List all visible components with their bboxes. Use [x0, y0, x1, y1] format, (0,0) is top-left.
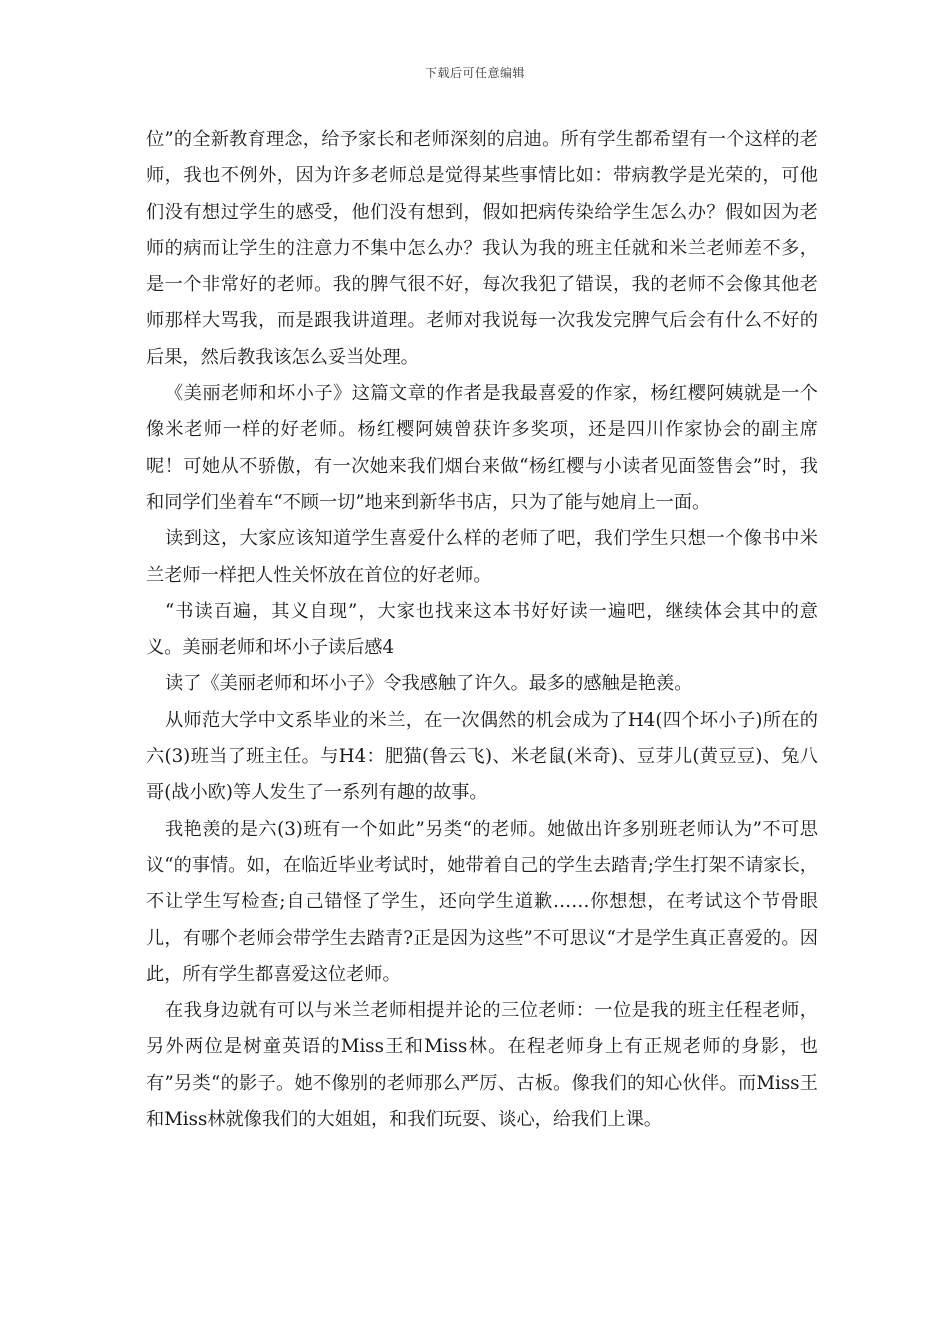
paragraph: 读到这，大家应该知道学生喜爱什么样的老师了吧，我们学生只想一个像书中米兰老师一样把人性关怀放在首位的好老师。 — [146, 528, 818, 586]
paragraph: 位”的全新教育理念，给予家长和老师深刻的启迪。所有学生都希望有一个这样的老师，我也不例外，因为许多老师总是觉得某些事情比如：带病教学是光荣的，可他们没有想过学生的感受，他们没有想到，假如把病传染给学生怎么办？假如因为老师的病而让学生的注意力不集中怎么办？我认为我的班主任就和米兰老师差不多，是一个非常好的老师。我的脾气很不好，每次我犯了错误，我的老师不会像其他老师那样大骂我，而是跟我讲道理。老师对我说每一次我发完脾气后会有什么不好的后果，然后教我该怎么妥当处理。 — [146, 129, 818, 368]
body-text — [146, 122, 818, 1138]
paragraph: 我艳羡的是六(3)班有一个如此”另类“的老师。她做出许多别班老师认为”不可思议“的事情。如，在临近毕业考试时，她带着自己的学生去踏青;学生打架不请家长，不让学生写检查;自己错怪了学生，还向学生道歉……你想想，在考试这个节骨眼儿，有哪个老师会带学生去踏青?正是因为这些”不可思议“才是学生真正喜爱的。因此，所有学生都喜爱这位老师。 — [146, 818, 818, 985]
paragraph: 在我身边就有可以与米兰老师相提并论的三位老师：一位是我的班主任程老师，另外两位是树童英语的Miss王和Miss林。在程老师身上有正规老师的身影，也有”另类“的影子。她不像别的老师那么严厉、古板。像我们的知心伙伴。而Miss王和Miss林就像我们的大姐姐，和我们玩耍、谈心，给我们上课。 — [146, 1000, 818, 1131]
paragraph: “书读百遍，其义自现”，大家也找来这本书好好读一遍吧，继续体会其中的意义。美丽老师和坏小子读后感4 — [146, 600, 818, 659]
paragraph: 《美丽老师和坏小子》这篇文章的作者是我最喜爱的作家，杨红樱阿姨就是一个像米老师一样的好老师。杨红樱阿姨曾获许多奖项，还是四川作家协会的副主席呢！可她从不骄傲，有一次她来我们烟台来做“杨红樱与小读者见面签售会”时，我和同学们坐着车“不顾一切”地来到新华书店，只为了能与她肩上一面。 — [146, 383, 818, 513]
page-header: 下载后可任意编辑 — [424, 66, 525, 80]
paragraph: 从师范大学中文系毕业的米兰，在一次偶然的机会成为了H4(四个坏小子)所在的六(3)班当了班主任。与H4：肥猫(鲁云飞)、米老鼠(米奇)、豆芽儿(黄豆豆)、兔八哥(战小欧)等人发生了一系列有趣的故事。 — [146, 709, 818, 804]
paragraph: 读了《美丽老师和坏小子》令我感触了许久。最多的感触是艳羡。 — [165, 673, 693, 695]
